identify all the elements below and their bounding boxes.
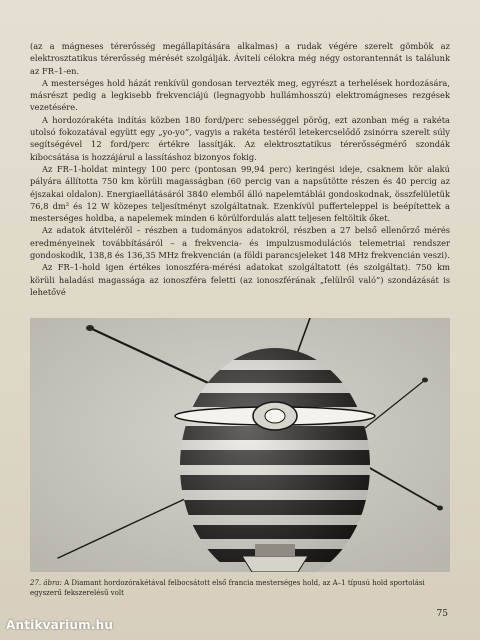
paragraph: A mesterséges hold házát renkívül gondosan tervezték meg, egyrészt a terhelések hordozására, másrészt pedig a legkisebb frekvenciájú (legnagyobb hullámhosszú) elektromágneses rezgések vezetésére.: [30, 77, 450, 113]
caption-text: A Diamant hordozórakétával felbocsátott első francia mesterséges hold, az A–1 típusú hold sportolási egyszerű fekszerelésű volt: [30, 579, 425, 597]
page-number: 75: [436, 609, 448, 619]
paragraph: Az FR–1-hold igen értékes ionoszféra-mérési adatokat szolgáltatott (és szolgáltat). 750 km körüli haladási magassága az ionoszféra feletti (az ionoszférának „felülről való”) szondázását is lehetővé: [30, 262, 450, 297]
watermark-logo: Antikvarium.hu: [6, 618, 114, 632]
paragraph: Az FR–1-holdat mintegy 100 perc (pontosan 99,94 perc) keringési ideje, csaknem kör alakú pályára állította 750 km körüli magasságban (60 percig van a napsütötte részen és 40 percig az éjszakai oldalon). Energiaellátásáról 3840 elemből álló napelemtáblái gondoskodnak, összfelületük 76,8 dm² és 12 W közepes teljesítményt szolgáltatnak. Ezenkívül pufferteleppel is beépítettek a mesterséges holdba, a napelemek minden 6 körülfordulás alatt teljesen feltöltik őket.: [30, 163, 450, 224]
satellite-photo: [30, 318, 450, 572]
figure-caption: [30, 578, 450, 598]
body-text: [30, 40, 450, 298]
paragraph: Az adatok átvitelérõl – részben a tudományos adatokról, részben a 27 belső ellenőrző mérés eredményeinek továbbításáról – a frekvencia- és impulzusmodulációs telemetriai rendszer gondoskodik, 138,8 és 136,35 MHz frekvencián (a földi parancsjeleket 148 MHz frekvencián veszi).: [30, 225, 450, 261]
paragraph: A hordozórakéta indítás közben 180 ford/perc sebességgel pörög, ezt azonban még a rakéta utolsó fokozatával együtt egy „yo-yo”, vagyis a rakéta testéről letekercselődő zsinórra szerelt súly segítségével 12 ford/perc értékre lassítják. Az elektrosztatikus térerősségmérő szondák kibocsátása is hozzájárul a lassításhoz bizonyos fokig.: [30, 114, 450, 162]
paragraph: (az a mágneses térerősség megállapítására alkalmas) a rudak végére szerelt gömbök az elektrosztatikus térerősség mérését szolgálják. Ávitelí célokra még négy ostorantennát is találunk az FR–1-en.: [30, 41, 450, 76]
figure-number: 27. ábra:: [30, 579, 62, 587]
